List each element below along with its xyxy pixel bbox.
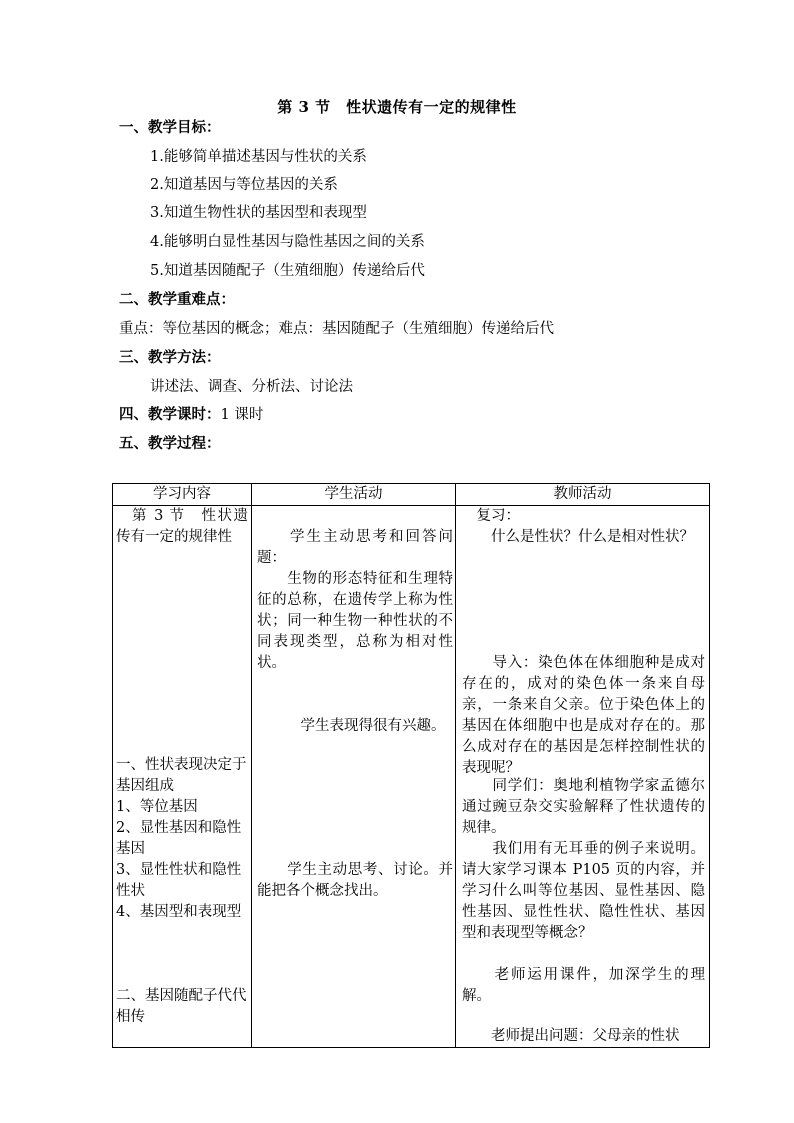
student-text: 生物的形态特征和生理特征的总称，在遗传学上称为性状；同一种生物一种性状的不同表现类型，总称为相对性状。 <box>257 571 453 671</box>
key-points-heading: 二、教学重难点： <box>119 291 235 308</box>
teacher-text: 复习： <box>462 508 520 524</box>
page-title: 第 3 节 性状遗传有一定的规律性 <box>277 98 517 116</box>
goal-item: 5.知道基因随配子（生殖细胞）传递给后代 <box>150 263 425 279</box>
goal-item: 1.能够简单描述基因与性状的关系 <box>150 149 367 165</box>
list-item: 4、基因型和表现型 <box>116 904 242 920</box>
teacher-text: 我们用有无耳垂的例子来说明。请大家学习课本 P105 页的内容，并学习什么叫等位基因、显性基因、隐性基因、显性性状、隐性性状、基因型和表现型等概念？ <box>462 841 705 941</box>
table-header-row <box>113 484 710 506</box>
teacher-text: 老师运用课件，加深学生的理解。 <box>462 967 705 1004</box>
hours-line <box>119 405 263 425</box>
list-item: 2、显性基因和隐性基因 <box>116 820 242 857</box>
table-row <box>113 506 710 1048</box>
student-text: 学生主动思考和回答问题： <box>257 529 453 566</box>
goal-item: 2.知道基因与等位基因的关系 <box>150 177 338 193</box>
methods-text: 讲述法、调查、分析法、讨论法 <box>150 379 353 395</box>
hours-value: 1 课时 <box>220 407 264 423</box>
list-item: 1、等位基因 <box>116 799 198 815</box>
teacher-text: 导入：染色体在体细胞种是成对存在的，成对的染色体一条来自母亲，一条来自父亲。位于染色体上的基因在体细胞中也是成对存在的。那么成对存在的基因是怎样控制性状的表现呢？ <box>462 655 705 776</box>
section-title-cell: 第 3 节 性状遗传有一定的规律性 <box>116 508 248 545</box>
student-activity-cell <box>252 506 456 1048</box>
student-text: 学生主动思考、讨论。并能把各个概念找出。 <box>257 862 453 899</box>
teacher-text: 什么是性状？什么是相对性状？ <box>462 529 694 545</box>
list-item: 3、显性性状和隐性性状 <box>116 862 242 899</box>
header-student: 学生活动 <box>252 484 456 506</box>
goal-item: 3.知道生物性状的基因型和表现型 <box>150 205 367 221</box>
key-points-text: 重点：等位基因的概念；难点：基因随配子（生殖细胞）传递给后代 <box>119 321 554 337</box>
header-content: 学习内容 <box>113 484 252 506</box>
process-table <box>112 483 710 1048</box>
teacher-text: 同学们：奥地利植物学家孟德尔通过豌豆杂交实验解释了性状遗传的规律。 <box>462 778 705 836</box>
teacher-text: 老师提出问题：父母亲的性状 <box>462 1028 680 1044</box>
student-text: 学生表现得很有兴趣。 <box>257 718 446 734</box>
hours-heading: 四、教学课时： <box>119 406 221 423</box>
goals-heading: 一、教学目标： <box>119 119 221 136</box>
header-teacher: 教师活动 <box>456 484 710 506</box>
teacher-activity-cell <box>456 506 710 1048</box>
goal-item: 4.能够明白显性基因与隐性基因之间的关系 <box>150 234 425 250</box>
methods-heading: 三、教学方法： <box>119 349 221 366</box>
topic-heading: 一、性状表现决定于基因组成 <box>116 757 247 794</box>
topic-heading: 二、基因随配子代代相传 <box>116 988 247 1025</box>
content-cell <box>113 506 252 1048</box>
process-heading: 五、教学过程： <box>119 435 221 452</box>
